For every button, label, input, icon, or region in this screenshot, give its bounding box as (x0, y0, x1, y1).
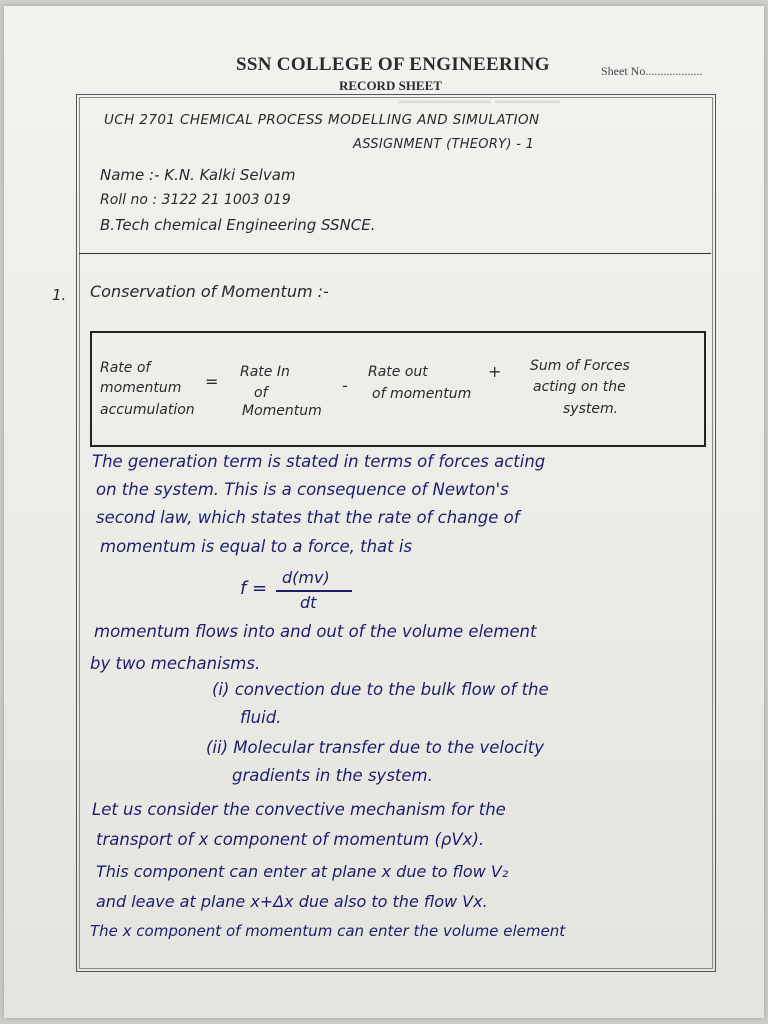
paragraph-2-line-2: by two mechanisms. (90, 654, 261, 673)
assignment-title: ASSIGNMENT (THEORY) - 1 (353, 137, 535, 152)
term-forces-line3: system. (563, 401, 619, 417)
mechanism-2-line-2: gradients in the system. (232, 766, 433, 785)
paragraph-1-line-2: on the system. This is a consequence of Newton's (96, 480, 509, 499)
term-accumulation-line3: accumulation (100, 402, 195, 418)
term-forces-line2: acting on the (533, 379, 626, 395)
paragraph-1-line-3: second law, which states that the rate of change of (96, 508, 520, 527)
department: B.Tech chemical Engineering SSNCE. (100, 216, 376, 234)
sheet-number-field: Sheet No................... (601, 64, 703, 78)
formula-denominator: dt (300, 593, 317, 612)
mechanism-1-line-1: (i) convection due to the bulk flow of the (212, 680, 549, 699)
roll-number: Roll no : 3122 21 1003 019 (100, 192, 291, 208)
minus-sign: - (342, 376, 348, 395)
term-rate-in-line1: Rate In (240, 364, 290, 380)
formula-lhs: f = (240, 578, 268, 599)
paragraph-3-line-1: Let us consider the convective mechanism for the (92, 800, 506, 819)
term-accumulation-line2: momentum (100, 380, 182, 396)
term-rate-in-line2: of (254, 385, 268, 401)
college-name: SSN COLLEGE OF ENGINEERING (236, 54, 550, 75)
formula-numerator: d(mv) (282, 568, 330, 587)
paragraph-2-line-1: momentum flows into and out of the volume element (94, 622, 537, 641)
term-rate-out-line1: Rate out (368, 364, 428, 380)
paragraph-3-line-3: This component can enter at plane x due to flow V₂ (96, 862, 509, 881)
course-title: UCH 2701 CHEMICAL PROCESS MODELLING AND SIMULATION (104, 112, 540, 128)
equals-sign: = (205, 372, 219, 391)
section-title: Conservation of Momentum :- (90, 282, 329, 301)
paragraph-1-line-4: momentum is equal to a force, that is (100, 537, 413, 556)
record-sheet-label: RECORD SHEET (339, 78, 442, 93)
term-forces-line1: Sum of Forces (530, 358, 630, 374)
section-number: 1. (52, 286, 67, 304)
bleed-through-decoration: ▁▁▁▁▁▁▁ ▁▁▁▁▁ (399, 84, 561, 103)
paragraph-3-line-4: and leave at plane x+Δx due also to the flow Vx. (96, 892, 488, 911)
mechanism-2-line-1: (ii) Molecular transfer due to the velocity (206, 738, 544, 757)
paragraph-3-line-5: The x component of momentum can enter the volume element (90, 922, 566, 940)
paragraph-3-line-2: transport of x component of momentum (ρVx). (96, 830, 485, 849)
term-accumulation-line1: Rate of (100, 360, 151, 376)
plus-sign: + (488, 362, 502, 381)
term-rate-in-line3: Momentum (242, 403, 322, 419)
paragraph-1-line-1: The generation term is stated in terms of forces acting (92, 452, 546, 471)
formula-fraction-bar (276, 590, 352, 592)
term-rate-out-line2: of momentum (372, 386, 472, 402)
mechanism-1-line-2: fluid. (240, 708, 282, 727)
student-name: Name :- K.N. Kalki Selvam (100, 166, 296, 184)
